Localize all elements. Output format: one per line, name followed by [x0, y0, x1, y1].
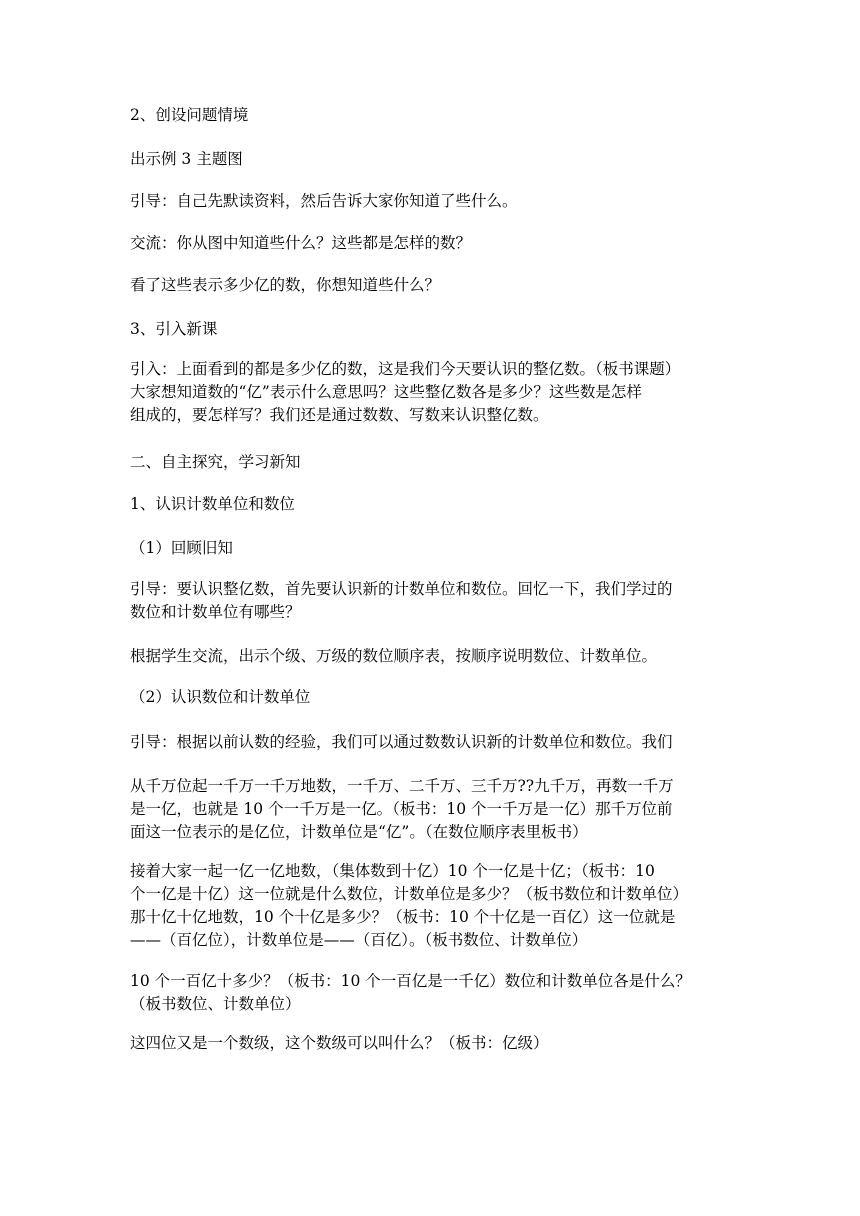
heading-create-problem-situation — [130, 104, 740, 127]
paragraph-hundred-billion — [130, 970, 740, 1016]
paragraph-introduction — [130, 358, 740, 427]
text-line: 引导：根据以前认数的经验，我们可以通过数数认识新的计数单位和数位。我们 — [130, 733, 673, 751]
paragraph-student-exchange — [130, 645, 740, 668]
text-line: 引入：上面看到的都是多少亿的数，这是我们今天要认识的整亿数。（板书课题） — [130, 360, 681, 378]
text-line: 这四位又是一个数级，这个数级可以叫什么？（板书：亿级） — [130, 1034, 549, 1052]
paragraph-guide-recall — [130, 578, 740, 624]
heading-know-units-and-places — [130, 493, 740, 516]
text-line: 引导：要认识整亿数，首先要认识新的计数单位和数位。回忆一下，我们学过的 — [130, 580, 673, 598]
text-line: 数位和计数单位有哪些？ — [130, 603, 301, 621]
heading-review-old-knowledge — [130, 537, 740, 560]
heading-introduce-new-lesson — [130, 318, 740, 341]
text-line: 2、创设问题情境 — [130, 106, 249, 124]
text-line: 那十亿十亿地数，10 个十亿是多少？（板书：10 个十亿是一百亿）这一位就是 — [130, 908, 676, 926]
text-line: 交流：你从图中知道些什么？这些都是怎样的数？ — [130, 234, 472, 252]
text-line: 1、认识计数单位和数位 — [130, 495, 295, 513]
paragraph-count-hundred-millions — [130, 860, 740, 952]
text-line: （板书数位、计数单位） — [130, 995, 301, 1013]
text-line: 二、自主探究，学习新知 — [130, 453, 301, 471]
paragraph-guide-experience — [130, 731, 740, 754]
text-line: 接着大家一起一亿一亿地数，（集体数到十亿）10 个一亿是十亿；（板书：10 — [130, 862, 655, 880]
heading-self-exploration — [130, 451, 740, 474]
text-line: 大家想知道数的“亿”表示什么意思吗？这些整亿数各是多少？这些数是怎样 — [130, 383, 642, 401]
text-line: ——（百亿位），计数单位是——（百亿）。（板书数位、计数单位） — [130, 931, 588, 949]
paragraph-guide-read — [130, 190, 740, 213]
text-line: （1）回顾旧知 — [130, 539, 233, 557]
text-line: 面这一位表示的是亿位，计数单位是“亿”。（在数位顺序表里板书） — [130, 823, 588, 841]
paragraph-number-class — [130, 1032, 740, 1055]
text-line: 3、引入新课 — [130, 320, 218, 338]
text-line: 是一亿，也就是 10 个一千万是一亿。（板书：10 个一千万是一亿）那千万位前 — [130, 800, 673, 818]
heading-know-places-and-units — [130, 686, 740, 709]
paragraph-show-example — [130, 148, 740, 171]
text-line: 根据学生交流，出示个级、万级的数位顺序表，按顺序说明数位、计数单位。 — [130, 647, 658, 665]
paragraph-count-ten-millions — [130, 775, 740, 844]
text-line: （2）认识数位和计数单位 — [130, 688, 311, 706]
paragraph-what-to-know — [130, 274, 740, 297]
text-line: 个一亿是十亿）这一位就是什么数位，计数单位是多少？（板书数位和计数单位） — [130, 885, 689, 903]
paragraph-exchange — [130, 232, 740, 255]
text-line: 组成的，要怎样写？我们还是通过数数、写数来认识整亿数。 — [130, 406, 549, 424]
text-line: 出示例 3 主题图 — [130, 150, 243, 168]
text-line: 10 个一百亿十多少？（板书：10 个一百亿是一千亿）数位和计数单位各是什么？ — [130, 972, 691, 990]
text-line: 看了这些表示多少亿的数，你想知道些什么？ — [130, 276, 441, 294]
text-line: 引导：自己先默读资料，然后告诉大家你知道了些什么。 — [130, 192, 518, 210]
text-line: 从千万位起一千万一千万地数，一千万、二千万、三千万??九千万，再数一千万 — [130, 777, 674, 795]
